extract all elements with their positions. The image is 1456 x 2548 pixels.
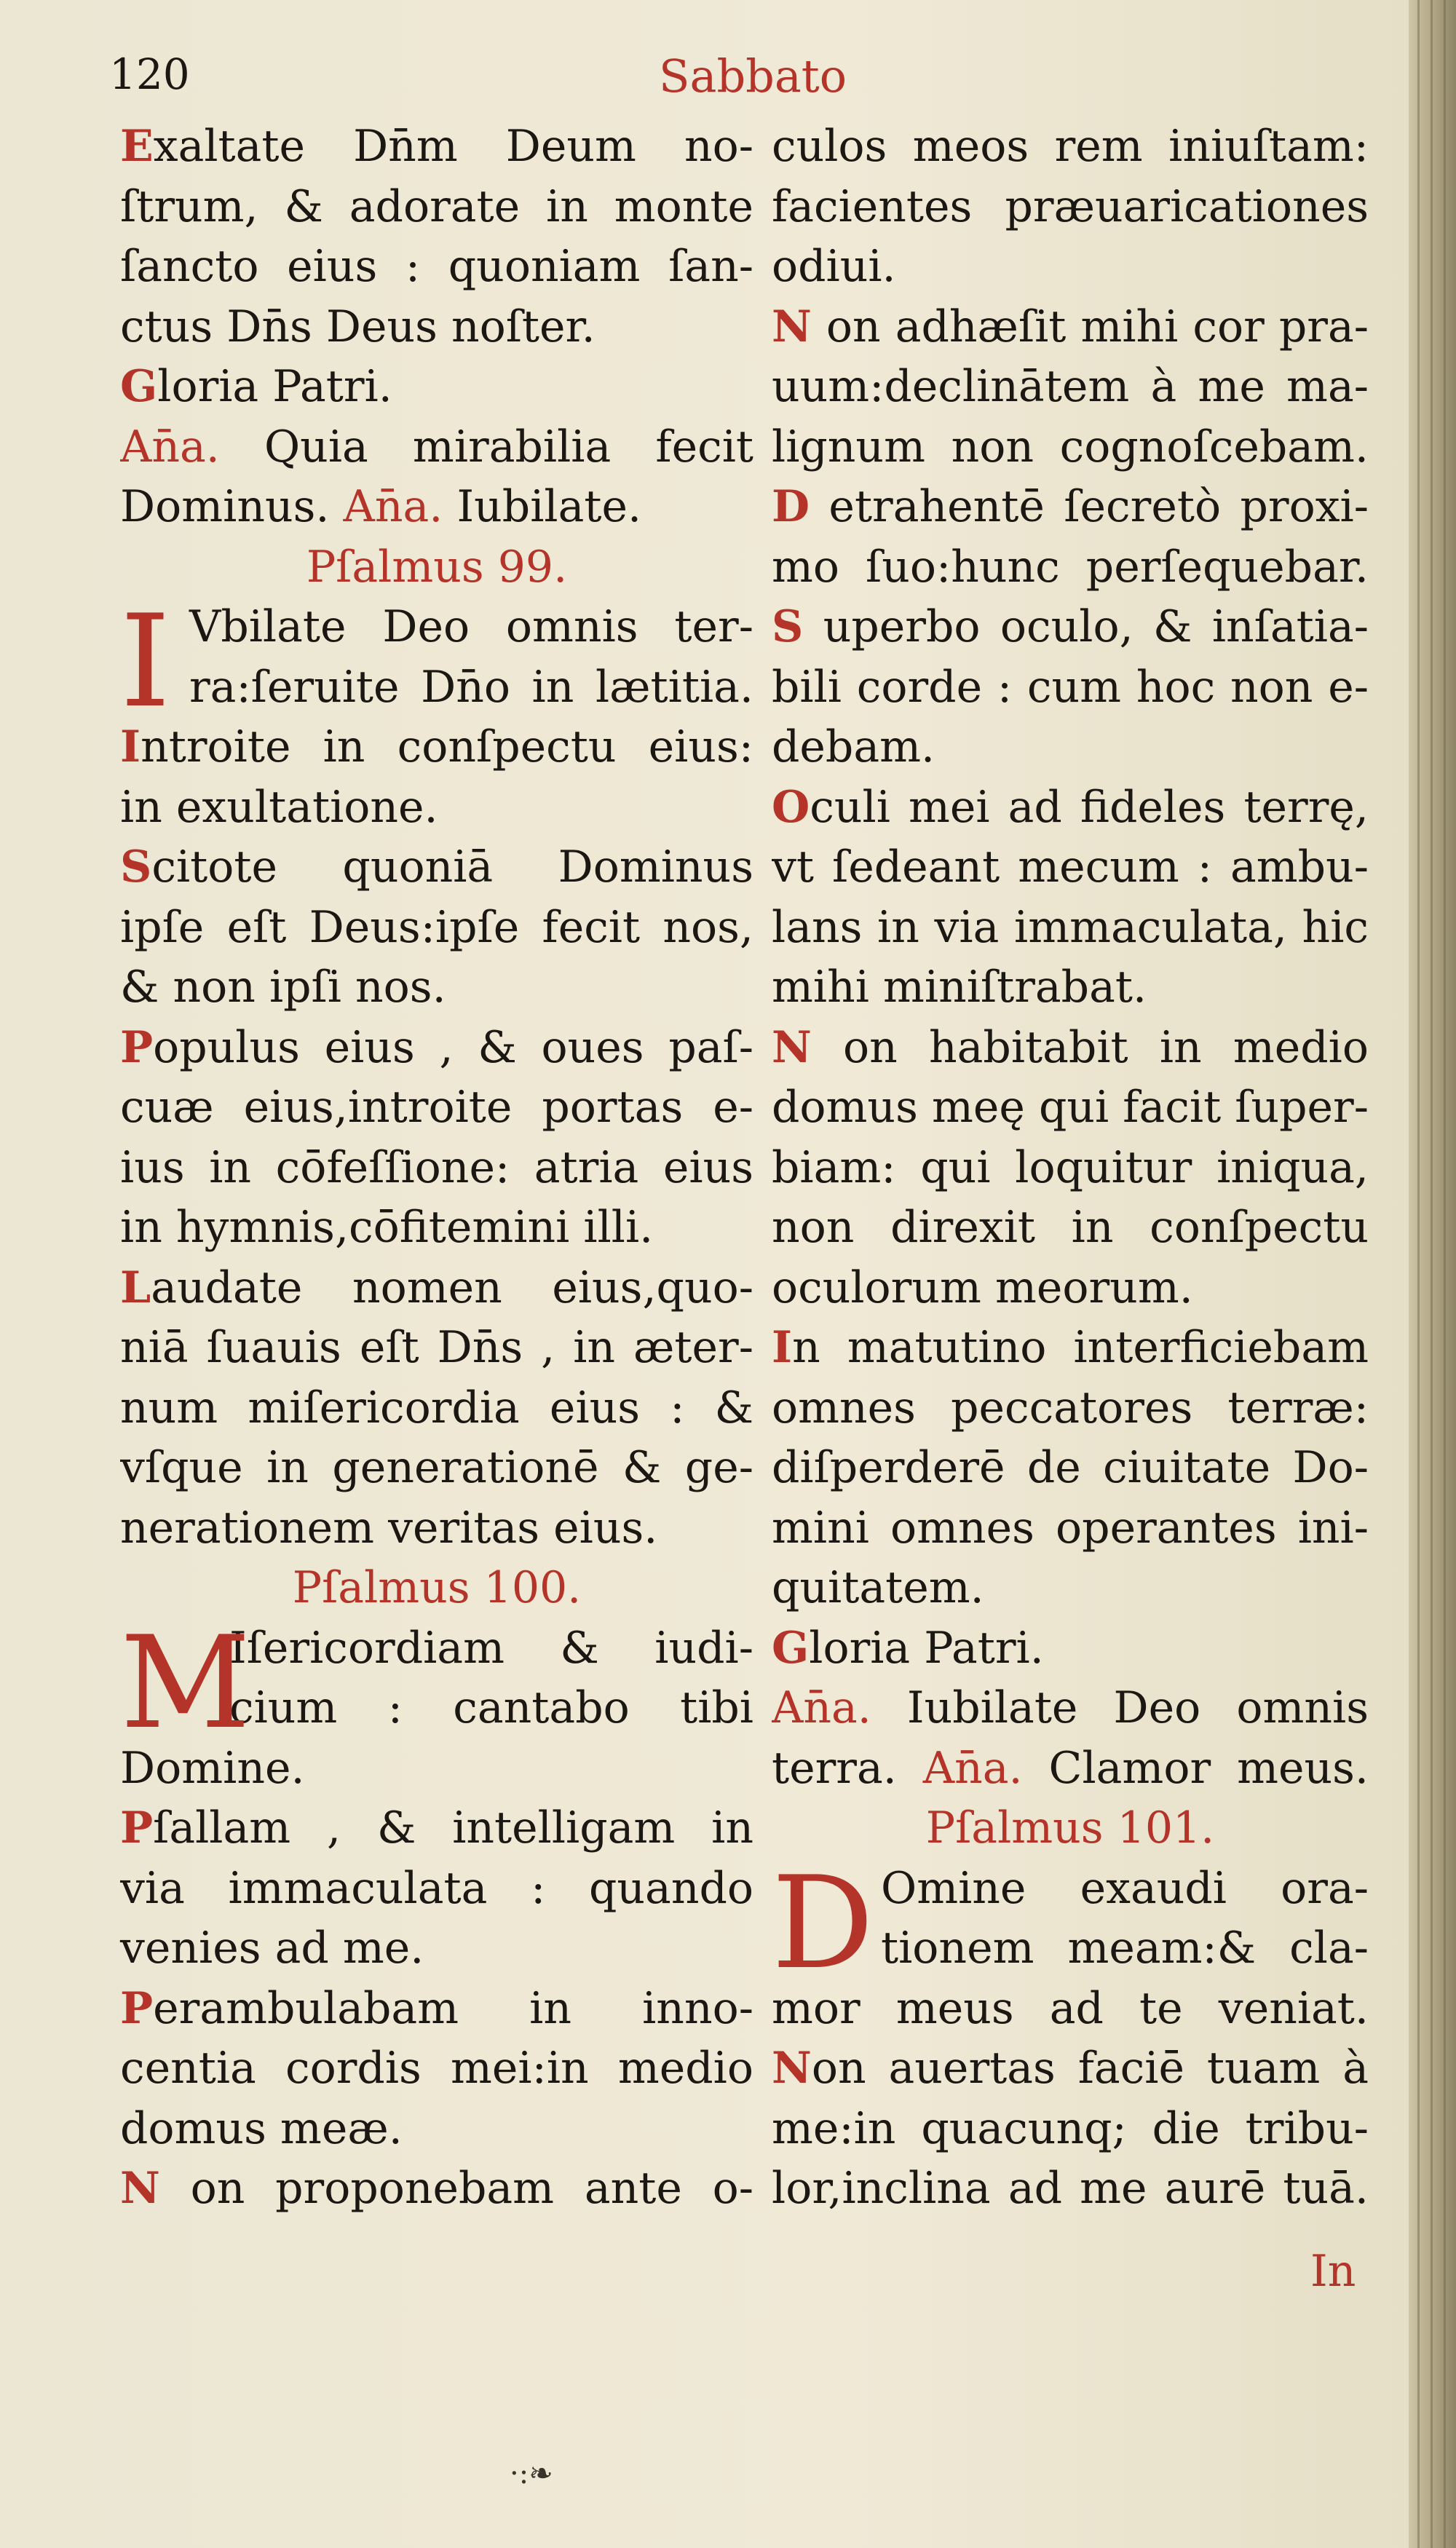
line-text: Iſericordiam & iudi- — [229, 1622, 753, 1674]
line-text: loria Patri. — [157, 361, 392, 412]
line-text: Domine. — [120, 1742, 305, 1794]
line-text: uperbo oculo, & inſatia- — [803, 601, 1369, 652]
line-text: vſque in generationē & ge- — [120, 1442, 753, 1493]
initial-letter: I — [772, 1322, 793, 1373]
line-text: cium : cantabo tibi — [229, 1682, 753, 1733]
line-text: citote quoniā Dominus — [151, 842, 753, 893]
text-line — [772, 1077, 1369, 1138]
rubric-text: An̄a. — [922, 1742, 1023, 1794]
line-text: domus meæ. — [120, 2102, 403, 2154]
text-line — [772, 778, 1369, 838]
text-line — [120, 1438, 753, 1498]
text-line — [120, 116, 753, 177]
rubric-text: An̄a. — [120, 421, 220, 472]
text-line — [772, 898, 1369, 958]
text-line — [772, 1258, 1369, 1318]
line-text: bili corde : cum hoc non e- — [772, 661, 1369, 713]
drop-cap: I — [120, 588, 171, 736]
text-line — [772, 2099, 1369, 2159]
line-text: vt ſedeant mecum : ambu- — [772, 842, 1369, 893]
line-text: Iubilate. — [443, 481, 642, 532]
text-line — [120, 1498, 753, 1559]
text-line — [772, 1378, 1369, 1439]
text-line — [120, 657, 753, 718]
text-line — [120, 1018, 753, 1078]
initial-letter: N — [120, 2163, 160, 2214]
text-line — [120, 898, 753, 958]
line-text: audate nomen eius,quo- — [151, 1262, 753, 1313]
right-column — [772, 116, 1369, 2219]
line-text: Iubilate Deo omnis — [871, 1682, 1369, 1733]
line-text: xaltate Dn̄m Deum no- — [153, 121, 753, 172]
page-edge-shadow — [1409, 0, 1456, 2548]
text-line — [120, 237, 753, 297]
drop-cap: M — [120, 1609, 251, 1757]
line-text: Clamor meus. — [1022, 1742, 1369, 1794]
line-text: ius in cōfeſſione: atria eius — [120, 1142, 753, 1193]
line-text: cuæ eius,introite portas e- — [120, 1082, 753, 1133]
text-line — [772, 597, 1369, 657]
initial-letter: O — [772, 781, 810, 833]
fleuron-ornament: ·:❧ — [510, 2457, 553, 2490]
text-line — [772, 177, 1369, 237]
text-line — [772, 1738, 1369, 1799]
folio-number: 120 — [109, 50, 190, 99]
initial-letter: N — [772, 2043, 812, 2094]
line-text: num miſericordia eius : & — [120, 1382, 753, 1433]
line-text: on adhæſit mihi cor pra- — [811, 301, 1369, 352]
line-text: mor meus ad te veniat. — [772, 1982, 1369, 2034]
psalm-heading: Pſalmus 99. — [306, 541, 568, 593]
psalm-heading: Pſalmus 101. — [925, 1803, 1215, 1853]
text-line — [772, 297, 1369, 357]
text-line — [120, 957, 753, 1018]
text-line — [120, 1077, 753, 1138]
text-line — [772, 1558, 1369, 1618]
line-text: tionem meam:& cla- — [881, 1923, 1369, 1974]
line-text: biam: qui loquitur iniqua, — [772, 1142, 1369, 1193]
text-line — [772, 537, 1369, 598]
line-text: odiui. — [772, 241, 896, 292]
initial-letter: N — [772, 301, 812, 352]
text-line — [120, 2038, 753, 2099]
line-text: centia cordis mei:in medio — [120, 2043, 753, 2094]
text-line — [772, 1138, 1369, 1198]
initial-letter: P — [120, 1982, 154, 2034]
line-text: via immaculata : quando — [120, 1862, 753, 1914]
line-text: lor,inclina ad me aurē tuā. — [772, 2163, 1369, 2214]
line-text: niā ſuauis eſt Dn̄s , in æter- — [120, 1322, 753, 1373]
line-text: ra:ſeruite Dn̄o in lætitia. — [189, 661, 753, 713]
catchword: In — [1310, 2246, 1356, 2297]
line-text: in hymnis,cōfitemini illi. — [120, 1202, 654, 1253]
line-text: on proponebam ante o- — [159, 2163, 753, 2214]
line-text: oculorum meorum. — [772, 1262, 1193, 1313]
psalm-99-opening — [120, 588, 753, 736]
line-text: culi mei ad fideles terrę, — [810, 781, 1369, 833]
text-line — [120, 1318, 753, 1378]
initial-letter: P — [120, 1803, 154, 1853]
left-column — [120, 116, 753, 2219]
text-line — [120, 597, 753, 657]
line-text: erambulabam in inno- — [153, 1982, 753, 2034]
initial-letter: S — [120, 842, 152, 893]
text-line — [120, 1798, 753, 1859]
text-line — [120, 297, 753, 357]
line-text: Omine exaudi ora- — [881, 1862, 1369, 1914]
line-text: Quia mirabilia fecit — [219, 421, 753, 472]
text-line — [772, 657, 1369, 718]
line-text: loria Patri. — [809, 1622, 1044, 1674]
rubric-text: An̄a. — [343, 481, 443, 532]
line-text: quitatem. — [772, 1562, 984, 1613]
line-text: uum:declinātem à me ma- — [772, 361, 1369, 412]
line-text: ntroite in conſpectu eius: — [141, 721, 753, 772]
running-head: Sabbato — [659, 50, 847, 103]
initial-letter: I — [120, 721, 141, 772]
initial-letter: L — [120, 1262, 151, 1313]
text-line — [120, 2099, 753, 2159]
line-text: mini omnes operantes ini- — [772, 1502, 1369, 1554]
text-line — [772, 357, 1369, 417]
text-line — [772, 1318, 1369, 1378]
initial-letter: N — [772, 1021, 812, 1073]
text-line — [120, 1859, 753, 1919]
text-line — [772, 717, 1369, 778]
psalm-101-opening — [772, 1849, 1369, 1998]
line-text: nerationem veritas eius. — [120, 1502, 658, 1554]
line-text: venies ad me. — [120, 1923, 424, 1974]
line-text: ſancto eius : quoniam ſan- — [120, 241, 753, 292]
line-text: & non ipſi nos. — [120, 962, 446, 1013]
text-line — [772, 2159, 1369, 2219]
line-text: Dominus. — [120, 481, 344, 532]
line-text: on habitabit in medio — [811, 1021, 1369, 1073]
line-text: diſperderē de ciuitate Do- — [772, 1442, 1369, 1493]
line-text: on auertas faciē tuam à — [811, 2043, 1369, 2094]
text-line — [772, 1198, 1369, 1258]
line-text: lignum non cognoſcebam. — [772, 421, 1369, 472]
initial-letter: G — [772, 1622, 810, 1674]
text-line — [120, 477, 753, 537]
line-text: n matutino interficiebam — [792, 1322, 1369, 1373]
text-line — [120, 1979, 753, 2039]
initial-letter: E — [120, 121, 154, 172]
text-line — [120, 417, 753, 478]
text-line — [120, 1378, 753, 1439]
line-text: mihi miniſtrabat. — [772, 962, 1147, 1013]
text-line — [120, 1258, 753, 1318]
text-line — [120, 837, 753, 898]
line-text: debam. — [772, 721, 935, 772]
line-text: mo ſuo:hunc perſequebar. — [772, 541, 1369, 593]
psalm-heading: Pſalmus 100. — [292, 1562, 582, 1613]
line-text: culos meos rem iniuſtam: — [772, 121, 1369, 172]
text-line — [772, 417, 1369, 478]
line-text: Vbilate Deo omnis ter- — [189, 601, 753, 652]
text-line — [120, 1918, 753, 1979]
text-line — [120, 1138, 753, 1198]
text-line — [120, 177, 753, 237]
text-line — [772, 1438, 1369, 1498]
line-text: omnes peccatores terræ: — [772, 1382, 1369, 1433]
line-text: ſallam , & intelligam in — [153, 1803, 753, 1853]
text-line — [772, 1498, 1369, 1559]
drop-cap: D — [772, 1849, 874, 1998]
initial-letter: P — [120, 1021, 154, 1073]
line-text: non direxit in conſpectu — [772, 1202, 1369, 1253]
text-line — [772, 957, 1369, 1018]
line-text: ſtrum, & adorate in monte — [120, 181, 753, 232]
text-line — [120, 357, 753, 417]
text-line — [772, 1018, 1369, 1078]
text-line — [772, 2038, 1369, 2099]
text-line — [772, 237, 1369, 297]
initial-letter: D — [772, 481, 810, 532]
text-line — [772, 477, 1369, 537]
line-text: me:in quacunq; die tribu- — [772, 2102, 1369, 2154]
text-line — [120, 2159, 753, 2219]
rubric-text: An̄a. — [772, 1682, 871, 1733]
initial-letter: S — [772, 601, 804, 652]
line-text: lans in via immaculata, hic — [772, 901, 1369, 953]
text-line — [772, 837, 1369, 898]
initial-letter: G — [120, 361, 158, 412]
line-text: terra. — [772, 1742, 923, 1794]
text-line — [120, 1198, 753, 1258]
line-text: facientes præuaricationes — [772, 181, 1369, 232]
text-line — [772, 1618, 1369, 1679]
text-line — [772, 116, 1369, 177]
psalm-100-opening — [120, 1609, 753, 1757]
line-text: ctus Dn̄s Deus noſter. — [120, 301, 596, 352]
line-text: ipſe eſt Deus:ipſe fecit nos, — [120, 901, 753, 953]
line-text: etrahentē ſecretò proxi- — [810, 481, 1369, 532]
line-text: domus meę qui facit ſuper- — [772, 1082, 1369, 1133]
line-text: in exultatione. — [120, 781, 438, 833]
text-line — [120, 778, 753, 838]
line-text: opulus eius , & oues paſ- — [153, 1021, 753, 1073]
text-line — [120, 717, 753, 778]
text-line — [772, 1678, 1369, 1738]
